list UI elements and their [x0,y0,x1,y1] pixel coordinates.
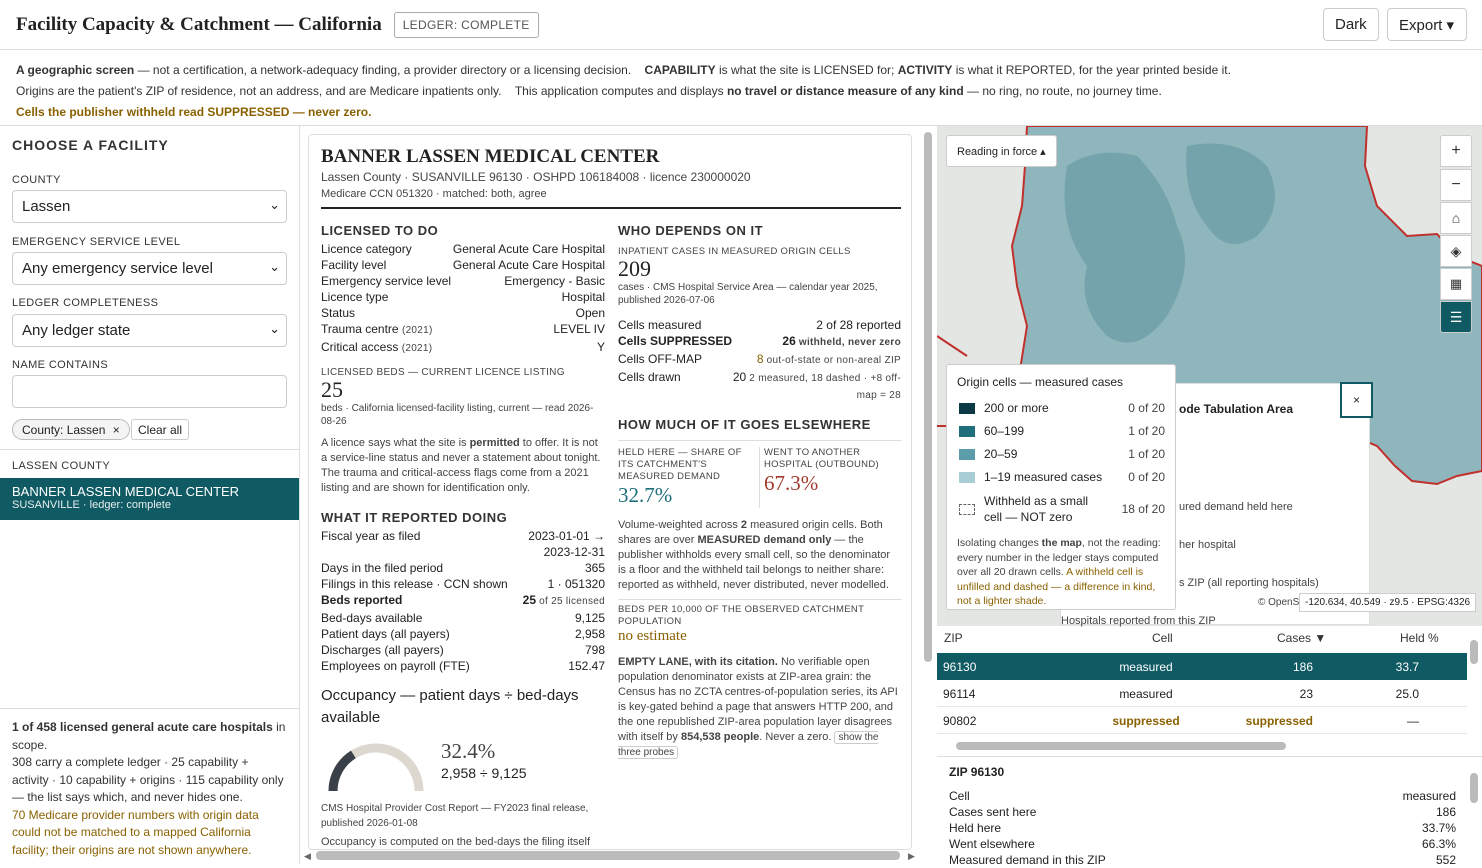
notice-line-1: A geographic screen — not a certification, a network-adequacy finding, a provider directory or a licensing decision. CAPABILITY is what the site is LICENSED for; ACTIVITY is what it REPORTED, for the year printed beside it. [16,63,1231,77]
cells-suppressed-row: Cells SUPPRESSED 26 withheld, never zero [618,334,901,348]
activity-list [321,560,605,592]
popup-line-2: her hospital [1179,539,1236,551]
occupancy-calc: 2,958 ÷ 9,125 [441,765,527,781]
popup-line-1: ured demand held here [1179,501,1293,513]
column-header[interactable]: Cases ▼ [1277,631,1327,645]
inpatient-note: cases · CMS Hospital Service Area — calendar year 2025, published 2026-07-06 [618,282,878,306]
legend-row-withheld[interactable]: Withheld as a small cell — NOT zero 18 of 20 [959,493,1165,525]
trauma-row: Trauma centre (2021) LEVEL IV [321,322,605,336]
sidebar-heading: CHOOSE A FACILITY [12,137,169,153]
gauge-fill [333,754,353,791]
map-attribution[interactable]: © OpenS [1258,597,1300,608]
cells-measured-row: Cells measured 2 of 28 reported [618,318,901,332]
notice-line-3: Cells the publisher withheld read SUPPRESSED — never zero. [16,105,372,119]
cells-offmap-row: Cells OFF-MAP 8 out-of-state or non-areal ZIP [618,352,901,366]
beds-reported-row: Beds reported 25 of 25 licensed [321,593,605,607]
licensed-beds-value: 25 [321,377,343,402]
table-horizontal-scrollbar[interactable] [956,742,1286,750]
name-search-input[interactable] [12,375,287,408]
county-label: COUNTY [12,174,61,186]
legend-swatch [959,504,975,515]
remove-chip-icon[interactable]: × [112,423,120,437]
table-cell-zip: 90802 [943,714,977,728]
map-legend [946,364,1176,610]
beds-label: LICENSED BEDS — CURRENT LICENCE LISTING [321,367,565,378]
top-bar [0,0,1482,50]
held-share: HELD HERE — SHARE OF ITS CATCHMENT'S MEASURED DEMAND 32.7% [618,447,759,508]
table-cell-cell: measured [1119,660,1173,674]
empty-lane-note: EMPTY LANE, with its citation. No verifiable open population denominator exists at ZIP-area grain: the Census has no ZCTA centres-of-population series, its API is key-gated behind a page that answers HTTP 200, and the one republished ZIP-area population layer disagrees with itself by 854,538 people. Never a zero. show the three probes [618,656,898,758]
table-cell-cases: 186 [1292,660,1313,674]
scroll-right-icon[interactable]: ▶ [908,851,915,861]
detail-horizontal-scrollbar[interactable] [316,851,900,860]
zip-detail-row: Cases sent here 186 [949,805,1456,819]
ledger-select[interactable]: Any ledger state ⌄ [12,314,287,347]
zip-detail-row: Cell measured [949,789,1456,803]
table-row[interactable] [937,653,1467,680]
column-header[interactable]: Cell [1152,631,1173,645]
permit-note: A licence says what the site is permitted to offer. It is not a service-line status and never a statement about tonight. The trauma and critical-access flags come from a 2021 listing and are shown for identification only. [321,437,601,494]
fiscal-year-row: Fiscal year as filed 2023-01-01 → 2023-12-31 [321,529,605,559]
facility-ids: Lassen County · SUSANVILLE 96130 · OSHPD 106184008 · licence 230000020 [321,170,751,184]
licence-list [321,241,605,321]
occupancy-note: Occupancy is computed on the bed-days the filing itself [321,836,591,848]
name-label: NAME CONTAINS [12,359,109,371]
ledger-status-badge: LEDGER: COMPLETE [394,12,539,38]
map-icon[interactable]: ▦ [1440,268,1472,300]
detail-vertical-scrollbar[interactable] [924,132,932,662]
coordinate-readout: -120.634, 40.549 · z9.5 · EPSG:4326 [1299,593,1476,612]
licence-row: Status Open [321,306,605,320]
licence-row: Facility level General Acute Care Hospital [321,258,605,272]
zip-detail-row: Went elsewhere 66.3% [949,837,1456,851]
held-value: 32.7% [618,483,673,507]
chevron-down-icon: ⌄ [269,259,280,274]
activity-row: Filings in this release · CCN shown 1 · 051320 [321,577,605,591]
table-cell-zip: 96114 [943,687,976,701]
activity-row: Employees on payroll (FTE) 152.47 [321,659,605,673]
activity-row: Discharges (all payers) 798 [321,643,605,657]
county-select[interactable]: Lassen ⌄ [12,190,287,223]
app-title: Facility Capacity & Catchment — California [16,13,382,35]
per10k-value: no estimate [618,628,687,644]
zoom-out-icon[interactable]: − [1440,169,1472,201]
facility-ccn: Medicare CCN 051320 · matched: both, agree [321,188,547,200]
licence-row: Emergency service level Emergency - Basic [321,274,605,288]
table-cell-cell: measured [1119,687,1173,701]
table-cell-cell: suppressed [1112,714,1180,728]
scope-summary: 1 of 458 licensed general acute care hospitals in scope. 308 carry a complete ledger · 25 capability + activity · 10 capability + origins · 115 capability only — the list says which, and never hides one. 70 Medicare provider numbers with origin data could not be matched to a mapped California facility; their origins are not shown anywhere. [0,708,299,864]
legend-swatch [959,472,975,483]
gauge-svg [321,735,431,797]
licence-row: Licence category General Acute Care Hospital [321,242,605,256]
zip-detail-row: Held here 33.7% [949,821,1456,835]
per10k-block: BEDS PER 10,000 OF THE OBSERVED CATCHMENT POPULATION no estimate [618,599,901,645]
went-value: 67.3% [764,471,819,495]
zip-detail-row: Measured demand in this ZIP 552 [949,853,1456,867]
scope-notice [0,50,1482,126]
popup-line-4: Hospitals reported from this ZIP [1061,615,1216,627]
list-icon[interactable]: ☰ [1440,301,1472,333]
inpatient-value: 209 [618,256,651,281]
legend-row[interactable]: 1–19 measured cases 0 of 20 [959,470,1165,484]
table-cell-held: 25.0 [1395,687,1419,701]
header-rule [321,207,901,209]
table-cell-cases: 23 [1299,687,1313,701]
activity-row: Patient days (all payers) 2,958 [321,627,605,641]
popup-title: ode Tabulation Area [1179,402,1294,416]
column-header[interactable]: ZIP [944,631,963,645]
facility-name: BANNER LASSEN MEDICAL CENTER [321,146,660,167]
legend-swatch [959,403,975,414]
cells-drawn-row: Cells drawn 20 2 measured, 18 dashed · +8 off-map = 28 [618,370,901,401]
beds-note: beds · California licensed-facility listing, current — read 2026-08-26 [321,403,594,427]
table-row[interactable] [937,680,1467,707]
critical-access-row: Critical access (2021) Y [321,340,605,354]
legend-note: Isolating changes the map, not the reading: every number in the ledger stays computed over all 20 drawn cells. A withheld cell is unfilled and dashed — a difference in kind, not a lighter shade. [957,537,1161,607]
table-cell-held: — [1407,714,1419,728]
zip-detail-title: ZIP 96130 [949,765,1005,779]
table-cell-held: 33.7 [1395,660,1419,674]
activity-row: Bed-days available 9,125 [321,611,605,625]
legend-row[interactable]: 20–59 1 of 20 [959,447,1165,461]
catchment-column [618,223,901,760]
zip-detail-scrollbar[interactable] [1470,773,1478,803]
inpatient-label: INPATIENT CASES IN MEASURED ORIGIN CELLS [618,246,851,257]
facility-item-sub: SUSANVILLE · ledger: complete [12,499,171,511]
scroll-left-icon[interactable]: ◀ [304,851,311,861]
chevron-down-icon: ⌄ [269,321,280,336]
table-vertical-scrollbar[interactable] [1470,640,1478,664]
table-cell-zip: 96130 [943,660,977,674]
legend-swatch [959,426,975,437]
dark-mode-button[interactable]: Dark [1323,8,1379,41]
column-header[interactable]: Held % [1400,631,1439,645]
show-probes-button[interactable]: show the three probes [618,732,879,758]
zip-detail-rows [949,788,1470,868]
zip-table [937,626,1482,756]
table-row[interactable] [937,707,1467,734]
clear-all-button[interactable]: Clear all [131,419,189,440]
legend-row[interactable]: 200 or more 0 of 20 [959,401,1165,415]
table-cell-cases: suppressed [1245,714,1313,728]
list-heading: LASSEN COUNTY [12,460,111,472]
elsewhere-heading: HOW MUCH OF IT GOES ELSEWHERE [618,417,871,432]
county-filter-chip[interactable]: County: Lassen × [12,419,130,440]
facility-sidebar [0,126,300,864]
occupancy-source: CMS Hospital Provider Cost Report — FY2023 final release, published 2026-01-08 [321,803,589,829]
ledger-label: LEDGER COMPLETENESS [12,297,159,309]
chevron-down-icon: ⌄ [269,197,280,212]
emergency-level-select[interactable]: Any emergency service level ⌄ [12,252,287,285]
layers-icon[interactable]: ◈ [1440,235,1472,267]
export-button[interactable]: Export ▾ [1387,8,1467,41]
occupancy-gauge [321,735,605,797]
volume-weight-note: Volume-weighted across 2 measured origin cells. Both shares are over MEASURED demand only — the publisher withholds every small cell, so the denominator is a floor and the withheld tail belongs to neither share: reported as withheld, never distributed, never modelled. [618,519,891,591]
facility-detail-panel [308,134,912,850]
legend-row[interactable]: 60–199 1 of 20 [959,424,1165,438]
licensed-heading: LICENSED TO DO [321,223,439,238]
legend-swatch [959,449,975,460]
legend-title: Origin cells — measured cases [957,375,1124,389]
facility-list-item[interactable] [0,478,299,520]
activity-row: Days in the filed period 365 [321,561,605,575]
reading-in-force-button[interactable]: Reading in force ▴ [946,135,1057,167]
capability-column [321,223,605,850]
home-icon[interactable]: ⌂ [1440,202,1472,234]
depends-heading: WHO DEPENDS ON IT [618,223,764,238]
notice-line-2: Origins are the patient's ZIP of residence, not an address, and are Medicare inpatients only. This application computes and displays no travel or distance measure of any kind — no ring, no route, no journey time. [16,84,1162,98]
activity-list-2 [321,610,605,674]
popup-line-3: s ZIP (all reporting hospitals) [1179,577,1319,589]
reported-heading: WHAT IT REPORTED DOING [321,510,508,525]
occupancy-title: Occupancy — patient days ÷ bed-days available [321,687,579,726]
zoom-in-icon[interactable]: + [1440,135,1472,167]
esl-label: EMERGENCY SERVICE LEVEL [12,236,181,248]
facility-item-name: BANNER LASSEN MEDICAL CENTER [12,484,240,499]
went-share: WENT TO ANOTHER HOSPITAL (OUTBOUND) 67.3% [759,447,900,508]
zip-detail-panel [937,756,1482,867]
close-icon[interactable]: × [1340,382,1373,418]
share-split [618,440,901,508]
occupancy-percent: 32.4% [441,739,496,763]
licence-row: Licence type Hospital [321,290,605,304]
